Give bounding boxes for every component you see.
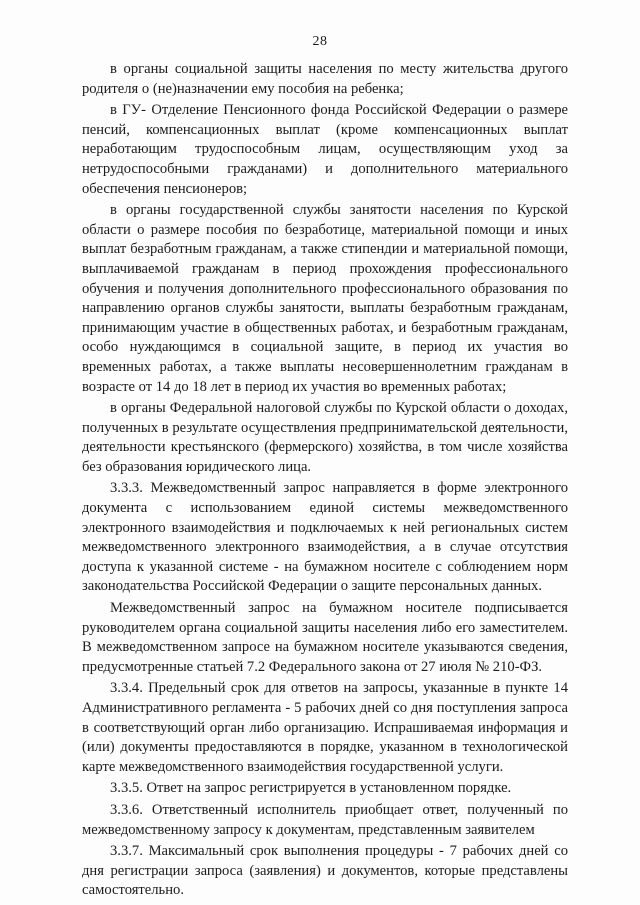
paragraph-3-3-4: 3.3.4. Предельный срок для ответов на запросы, указанные в пункте 14 Административного регламента - 5 рабочих дней со дня поступления запроса в соответствующий орган либо организацию. Испрашиваемая информация и (или) документы предоставляются в порядке, указанном в технологической карте межведомственного взаимодействия государственной услуги. <box>82 680 568 775</box>
paragraph-3-3-3: 3.3.3. Межведомственный запрос направляется в форме электронного документа с использованием единой системы межведомственного электронного взаимодействия и подключаемых к ней региональных систем межведомственного электронного взаимодействия, а в случае отсутствия доступа к указанной системе - на бумажном носителе с соблюдением норм законодательства Российской Федерации о защите персональных данных. <box>82 480 568 595</box>
paragraph-3-3-7: 3.3.7. Максимальный срок выполнения процедуры - 7 рабочих дней со дня регистрации запроса (заявления) и документов, которые представлены самостоятельно. <box>82 843 568 899</box>
paragraph-3-3-6: 3.3.6. Ответственный исполнитель приобщает ответ, полученный по межведомственному запросу к документам, представленным заявителем <box>82 801 568 838</box>
paragraph-3-3-5: 3.3.5. Ответ на запрос регистрируется в установленном порядке. <box>110 780 512 797</box>
paragraph-tax-service: в органы Федеральной налоговой службы по Курской области о доходах, полученных в результате осуществления предпринимательской деятельности, деятельности крестьянского (фермерского) хозяйства, в том числе хозяйства без образования юридического лица. <box>82 400 568 475</box>
paragraph-paper-request: Межведомственный запрос на бумажном носителе подписывается руководителем органа социальной защиты населения либо его заместителем. В межведомственном запросе на бумажном носителе указываются сведения, предусмотренные статьей 7.2 Федерального закона от 27 июля № 210-ФЗ. <box>82 600 568 675</box>
paragraph-social-protection: в органы социальной защиты населения по месту жительства другого родителя о (не)назначении ему пособия на ребенка; <box>82 61 568 97</box>
paragraph-employment-service: в органы государственной службы занятости населения по Курской области о размере пособия по безработице, материальной помощи и иных выплат безработным гражданам, а также стипендии и материальной помощи, выплачиваемой гражданам в период прохождения профессионального обучения и получения дополнительного профессионального образования по направлению органов службы занятости, выплаты безработным гражданам, принимающим участие в общественных работах, и безработным гражданам, особо нуждающимся в социальной защите, в период их участия во временных работах, а также выплаты несовершеннолетним гражданам в возрасте от 14 до 18 лет в период их участия во временных работах; <box>82 202 568 395</box>
paragraph-pension-fund: в ГУ- Отделение Пенсионного фонда Российской Федерации о размере пенсий, компенсационных выплат (кроме компенсационных выплат неработающим трудоспособным лицам, осуществляющим уход за нетрудоспособными гражданами) и дополнительного материального обеспечения пенсионеров; <box>82 102 568 197</box>
page-number: 28 <box>312 34 328 49</box>
document-body <box>82 60 568 903</box>
